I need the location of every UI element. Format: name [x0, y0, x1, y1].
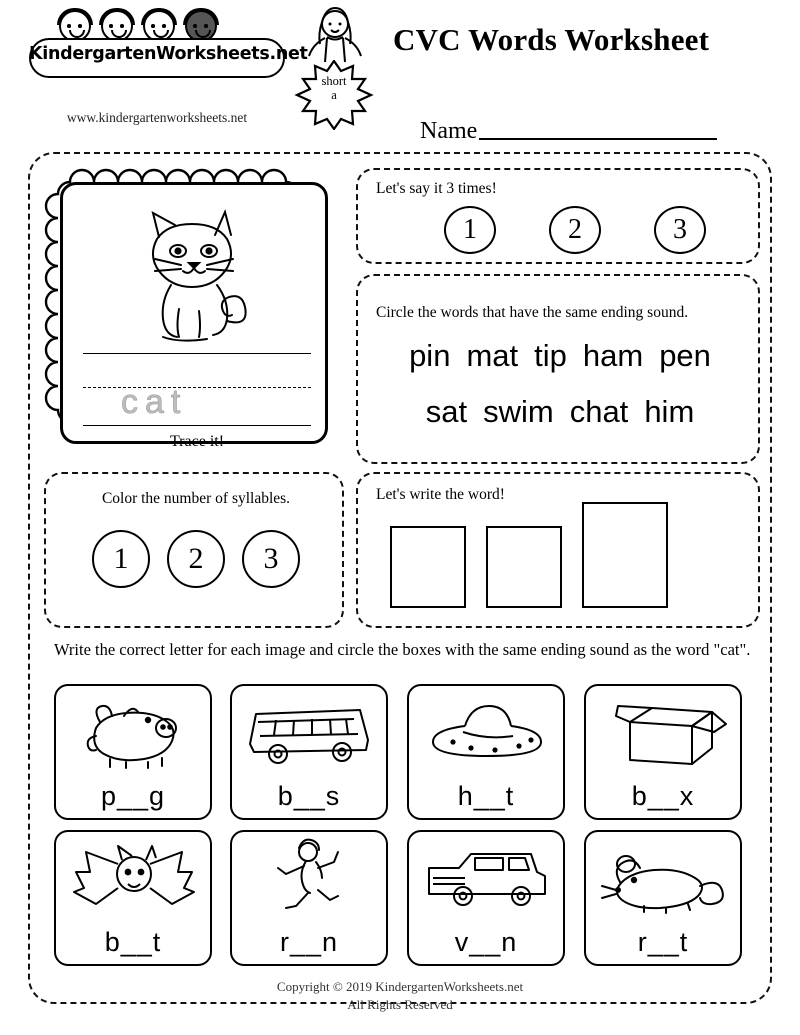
page-title: CVC Words Worksheet	[393, 22, 710, 57]
say-it-number-3[interactable]: 3	[654, 206, 706, 254]
rat-illustration	[596, 838, 732, 916]
answer-run[interactable]: r__n	[279, 927, 339, 957]
run-illustration	[242, 838, 378, 916]
name-input-line[interactable]	[479, 122, 717, 140]
ending-sound-section	[356, 274, 760, 464]
line-mid	[83, 387, 311, 388]
site-logo[interactable]	[22, 8, 308, 84]
picture-card-box[interactable]	[584, 684, 742, 820]
write-word-box-2[interactable]	[486, 526, 562, 608]
trace-card-inner	[60, 182, 328, 450]
trace-it-caption: Trace it!	[169, 433, 225, 450]
word-ham[interactable]: ham	[582, 338, 644, 373]
van-illustration	[419, 838, 555, 916]
syllable-number-2[interactable]: 2	[167, 530, 225, 588]
ending-sound-row-1	[358, 338, 762, 374]
picture-card-bus[interactable]	[230, 684, 388, 820]
syllable-number-3[interactable]: 3	[242, 530, 300, 588]
answer-bus[interactable]: b__s	[277, 781, 341, 811]
write-word-box-3[interactable]	[582, 502, 668, 608]
picture-card-pig[interactable]	[54, 684, 212, 820]
picture-card-run[interactable]	[230, 830, 388, 966]
short-label: short	[321, 74, 347, 88]
cat-illustration	[119, 199, 269, 349]
rights-text: All Rights Reserved	[347, 996, 453, 1012]
answer-van[interactable]: v__n	[454, 927, 518, 957]
say-it-number-2[interactable]: 2	[549, 206, 601, 254]
syllable-number-1[interactable]: 1	[92, 530, 150, 588]
bottom-instructions: Write the correct letter for each image and circle the boxes with the same ending sound as the word "cat".	[54, 640, 751, 659]
syllables-section	[44, 472, 344, 628]
say-it-section	[356, 168, 760, 264]
trace-card	[44, 168, 344, 458]
write-word-box-1[interactable]	[390, 526, 466, 608]
word-pin[interactable]: pin	[409, 338, 451, 373]
bat-illustration	[66, 838, 202, 916]
hat-illustration	[419, 692, 555, 770]
picture-answer-grid	[50, 684, 756, 972]
word-mat[interactable]: mat	[466, 338, 519, 373]
answer-pig[interactable]: p__g	[100, 781, 166, 811]
say-it-label: Let's say it 3 times!	[376, 180, 497, 197]
girl-with-banner-illustration	[285, 2, 385, 142]
word-tip[interactable]: tip	[534, 338, 567, 373]
page-footer	[0, 978, 800, 1013]
logo-text: KindergartenWorksheets.net	[29, 44, 308, 64]
syllables-label: Color the number of syllables.	[101, 490, 291, 507]
box-illustration	[596, 692, 732, 770]
line-top	[83, 353, 311, 354]
picture-card-bat[interactable]	[54, 830, 212, 966]
ending-sound-row-2	[358, 394, 762, 430]
word-pen[interactable]: pen	[659, 338, 711, 373]
ending-sound-label: Circle the words that have the same ending sound.	[376, 304, 689, 321]
answer-box[interactable]: b__x	[631, 781, 695, 811]
say-it-number-1[interactable]: 1	[444, 206, 496, 254]
pig-illustration	[66, 692, 202, 770]
name-field-row[interactable]	[420, 118, 717, 145]
name-label: Name	[420, 118, 478, 144]
handwriting-lines	[83, 353, 311, 429]
write-word-section	[356, 472, 760, 628]
short-a-label	[293, 74, 375, 103]
a-label: a	[331, 88, 337, 103]
write-word-label: Let's write the word!	[376, 486, 505, 503]
logo-badge	[29, 8, 308, 84]
short-a-burst	[293, 60, 375, 130]
trace-word[interactable]: cat	[121, 383, 188, 421]
copyright-text: Copyright © 2019 KindergartenWorksheets.net	[276, 979, 524, 994]
answer-rat[interactable]: r__t	[637, 927, 689, 957]
picture-card-van[interactable]	[407, 830, 565, 966]
word-sat[interactable]: sat	[425, 394, 468, 429]
answer-hat[interactable]: h__t	[457, 781, 515, 811]
answer-bat[interactable]: b__t	[104, 927, 162, 957]
bus-illustration	[242, 692, 378, 770]
word-him[interactable]: him	[644, 394, 695, 429]
site-url: www.kindergartenworksheets.net	[66, 110, 248, 125]
word-chat[interactable]: chat	[569, 394, 629, 429]
word-swim[interactable]: swim	[483, 394, 554, 429]
picture-card-hat[interactable]	[407, 684, 565, 820]
picture-card-rat[interactable]	[584, 830, 742, 966]
line-bottom	[83, 425, 311, 426]
page-header	[0, 0, 800, 150]
